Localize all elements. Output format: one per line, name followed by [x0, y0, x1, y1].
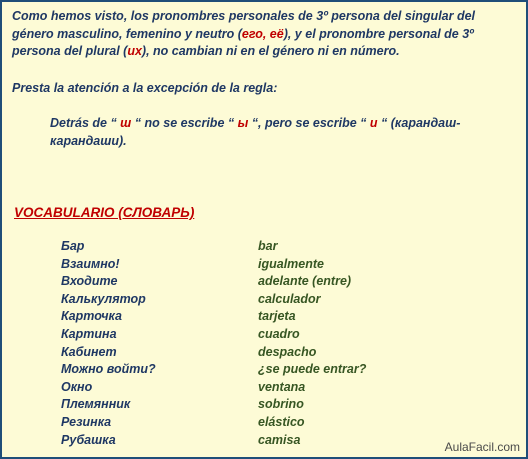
vocab-spanish-translation: adelante (entre) [258, 274, 352, 289]
rule-line-1 [50, 115, 460, 133]
vocab-spanish-translation: bar [258, 239, 278, 253]
vocab-row [2, 257, 522, 275]
rule-letter-sha: ш [120, 116, 132, 130]
vocab-row [2, 397, 522, 415]
vocab-row [2, 415, 522, 433]
rule-letter-i: и [369, 116, 378, 130]
intro-line-3 [12, 43, 400, 61]
vocab-row [2, 345, 522, 363]
intro-line-2 [12, 26, 474, 44]
vocab-spanish-translation: igualmente [258, 256, 324, 271]
intro-line-3-part-a: persona del plural ( [12, 44, 128, 58]
vocab-row [2, 239, 522, 257]
vocab-russian-word: Калькулятор [61, 291, 146, 306]
intro-line-2-pronouns: его, её [241, 26, 284, 41]
rule-part-3: “, pero se escribe “ [248, 116, 370, 130]
vocab-row [2, 309, 522, 327]
vocab-russian-word: Окно [61, 379, 93, 394]
vocab-spanish-translation: calculador [258, 291, 321, 306]
rule-line-2-text: карандаши). [50, 133, 127, 148]
vocab-russian-word: Карточка [61, 309, 122, 324]
rule-part-4: “ (карандаш- [377, 116, 461, 130]
vocab-russian-word: Взаимно! [61, 256, 120, 271]
vocab-spanish-translation: elástico [258, 415, 305, 429]
vocab-spanish-translation: ventana [258, 379, 306, 394]
vocab-russian-word: Бар [61, 239, 85, 253]
vocab-spanish-translation: sobrino [258, 397, 304, 412]
intro-line-1 [12, 8, 475, 26]
vocab-spanish-translation: cuadro [258, 327, 300, 341]
intro-line-2-part-a: género masculino, femenino y neutro ( [12, 26, 242, 41]
rule-letter-yery: ы [237, 116, 249, 130]
intro-line-1-text: Como hemos visto, los pronombres personales de 3º persona del singular del [12, 9, 476, 23]
vocab-row [2, 380, 522, 398]
vocabulary-title: VOCABULARIO (СЛОВАРЬ) [14, 205, 195, 220]
watermark-logo: AulaFacil.com [444, 440, 520, 454]
rule-part-2: “ no se escribe “ [131, 116, 238, 130]
attention-note-text: Presta la atención a la excepción de la regla: [12, 81, 278, 95]
vocab-russian-word: Картина [61, 327, 117, 341]
vocab-russian-word: Можно войти? [61, 362, 156, 377]
vocab-spanish-translation: ¿se puede entrar? [258, 362, 367, 377]
intro-line-3-part-b: ), no cambian ni en el género ni en número. [141, 44, 400, 58]
vocab-row [2, 327, 522, 345]
vocab-row [2, 274, 522, 292]
vocab-spanish-translation: despacho [258, 344, 317, 359]
vocab-row [2, 362, 522, 380]
intro-line-3-pronoun: их [127, 44, 142, 58]
rule-line-2 [50, 133, 127, 151]
vocab-russian-word: Племянник [61, 397, 131, 412]
vocab-russian-word: Рубашка [61, 432, 116, 447]
rule-part-1: Detrás de “ [50, 116, 121, 130]
vocab-russian-word: Кабинет [61, 344, 117, 359]
vocab-spanish-translation: tarjeta [258, 309, 296, 324]
vocab-russian-word: Входите [61, 274, 118, 289]
vocab-spanish-translation: camisa [258, 432, 301, 447]
attention-note [12, 80, 277, 98]
intro-line-2-part-b: ), y el pronombre personal de 3º [283, 26, 474, 41]
vocab-russian-word: Резинка [61, 415, 112, 429]
vocab-row [2, 292, 522, 310]
